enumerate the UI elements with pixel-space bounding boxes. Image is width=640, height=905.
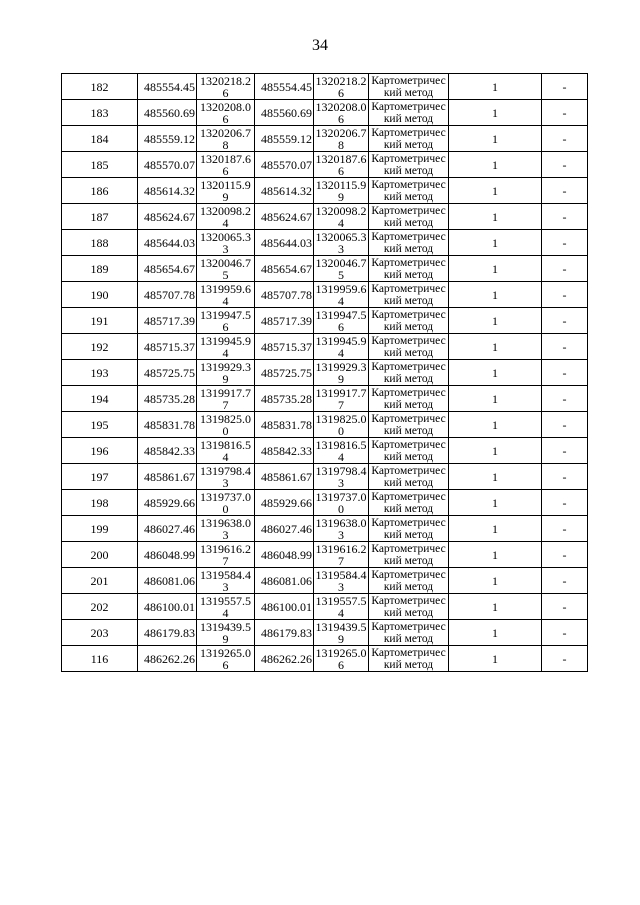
method-cell: Картометрический метод (369, 568, 449, 594)
accuracy-cell: 1 (449, 412, 542, 438)
y-new-cell: 1320115.99 (314, 178, 369, 204)
y-old-cell: 1320187.66 (197, 152, 255, 178)
accuracy-cell: 1 (449, 646, 542, 672)
method-cell: Картометрический метод (369, 256, 449, 282)
point-number-cell: 191 (62, 308, 138, 334)
y-new-cell: 1320065.33 (315, 229, 367, 256)
note-cell: - (542, 542, 588, 568)
x-old-cell: 485842.33 (138, 438, 197, 464)
method-cell: Картометрический метод (369, 438, 449, 464)
table-row (62, 256, 588, 282)
point-number-cell: 183 (62, 100, 138, 126)
y-old-cell: 1319265.06 (197, 646, 255, 672)
point-number-cell: 203 (62, 620, 138, 646)
table-row (62, 74, 588, 100)
x-new-cell: 485654.67 (255, 256, 314, 282)
y-new-cell: 1319557.54 (315, 593, 367, 620)
x-old-cell: 486262.26 (138, 646, 197, 672)
y-new-cell: 1319439.59 (315, 619, 367, 646)
x-old-cell: 485570.07 (138, 152, 197, 178)
y-old-cell: 1319616.27 (197, 542, 255, 568)
x-new-cell: 486100.01 (255, 594, 314, 620)
y-new-cell: 1319825.00 (315, 411, 367, 438)
point-number-cell: 194 (62, 386, 138, 412)
x-new-cell: 485929.66 (255, 490, 314, 516)
y-new-cell: 1319616.27 (315, 541, 367, 568)
y-old-cell: 1319947.56 (197, 308, 255, 334)
method-cell: Картометрический метод (369, 594, 449, 620)
point-number-cell: 202 (62, 594, 138, 620)
table-row (62, 126, 588, 152)
table-row (62, 308, 588, 334)
note-cell: - (542, 568, 588, 594)
table-row (62, 282, 588, 308)
note-cell: - (542, 100, 588, 126)
note-cell: - (542, 386, 588, 412)
accuracy-cell: 1 (449, 126, 542, 152)
x-old-cell: 485560.69 (138, 100, 197, 126)
y-new-cell: 1320208.06 (315, 99, 367, 126)
method-cell: Картометрический метод (369, 230, 449, 256)
y-new-cell: 1319945.94 (315, 333, 367, 360)
note-cell: - (542, 256, 588, 282)
page-number: 34 (312, 37, 328, 54)
y-old-cell: 1319929.39 (197, 360, 255, 386)
y-new-cell: 1319584.43 (315, 567, 367, 594)
x-old-cell: 485929.66 (138, 490, 197, 516)
table-row (62, 646, 588, 672)
accuracy-cell: 1 (449, 360, 542, 386)
point-number-cell: 200 (62, 542, 138, 568)
x-new-cell: 485861.67 (255, 464, 314, 490)
x-new-cell: 485644.03 (255, 230, 314, 256)
accuracy-cell: 1 (449, 594, 542, 620)
note-cell: - (542, 230, 588, 256)
accuracy-cell: 1 (449, 204, 542, 230)
accuracy-cell: 1 (449, 282, 542, 308)
x-old-cell: 486179.83 (138, 620, 197, 646)
x-old-cell: 485715.37 (138, 334, 197, 360)
note-cell: - (542, 646, 588, 672)
x-new-cell: 485560.69 (255, 100, 314, 126)
accuracy-cell: 1 (449, 516, 542, 542)
x-new-cell: 486262.26 (255, 646, 314, 672)
method-cell: Картометрический метод (369, 386, 449, 412)
y-old-cell: 1320065.33 (197, 230, 255, 256)
point-number-cell: 182 (62, 74, 138, 100)
accuracy-cell: 1 (449, 568, 542, 594)
y-new-cell: 1319917.77 (315, 385, 367, 412)
table-row (62, 464, 588, 490)
table-row (62, 100, 588, 126)
x-new-cell: 485735.28 (255, 386, 314, 412)
method-cell: Картометрический метод (369, 490, 449, 516)
note-cell: - (542, 282, 588, 308)
y-new-cell: 1320098.24 (315, 203, 367, 230)
point-number-cell: 196 (62, 438, 138, 464)
y-old-cell: 1319737.00 (197, 490, 255, 516)
table-row (62, 568, 588, 594)
method-cell: Картометрический метод (369, 100, 449, 126)
x-new-cell: 485717.39 (255, 308, 314, 334)
method-cell: Картометрический метод (369, 178, 449, 204)
y-new-cell: 1320218.26 (315, 73, 367, 100)
x-new-cell: 485624.67 (255, 204, 314, 230)
y-new-cell: 1319798.43 (315, 463, 367, 490)
table-row (62, 412, 588, 438)
note-cell: - (542, 178, 588, 204)
x-old-cell: 485554.45 (138, 74, 197, 100)
note-cell: - (542, 126, 588, 152)
x-old-cell: 486027.46 (138, 516, 197, 542)
y-old-cell: 1319917.77 (197, 386, 255, 412)
coordinates-table (61, 73, 588, 672)
method-cell: Картометрический метод (369, 620, 449, 646)
point-number-cell: 199 (62, 516, 138, 542)
note-cell: - (542, 490, 588, 516)
table-row (62, 152, 588, 178)
x-new-cell: 485570.07 (255, 152, 314, 178)
point-number-cell: 192 (62, 334, 138, 360)
x-old-cell: 486100.01 (138, 594, 197, 620)
x-old-cell: 485831.78 (138, 412, 197, 438)
method-cell: Картометрический метод (369, 126, 449, 152)
point-number-cell: 185 (62, 152, 138, 178)
method-cell: Картометрический метод (369, 360, 449, 386)
accuracy-cell: 1 (449, 620, 542, 646)
y-old-cell: 1320218.26 (197, 74, 255, 100)
note-cell: - (542, 204, 588, 230)
y-old-cell: 1319439.59 (197, 620, 255, 646)
table-row (62, 516, 588, 542)
point-number-cell: 187 (62, 204, 138, 230)
x-old-cell: 485614.32 (138, 178, 197, 204)
accuracy-cell: 1 (449, 438, 542, 464)
x-old-cell: 485861.67 (138, 464, 197, 490)
y-old-cell: 1319959.64 (197, 282, 255, 308)
y-new-cell: 1319638.03 (315, 515, 367, 542)
x-old-cell: 485725.75 (138, 360, 197, 386)
method-cell: Картометрический метод (369, 334, 449, 360)
x-old-cell: 485707.78 (138, 282, 197, 308)
note-cell: - (542, 360, 588, 386)
x-old-cell: 485654.67 (138, 256, 197, 282)
table-row (62, 334, 588, 360)
table-row (62, 230, 588, 256)
note-cell: - (542, 438, 588, 464)
point-number-cell: 197 (62, 464, 138, 490)
note-cell: - (542, 594, 588, 620)
note-cell: - (542, 152, 588, 178)
y-old-cell: 1319945.94 (197, 334, 255, 360)
y-old-cell: 1319825.00 (197, 412, 255, 438)
y-old-cell: 1320206.78 (197, 126, 255, 152)
x-new-cell: 485614.32 (255, 178, 314, 204)
x-new-cell: 485715.37 (255, 334, 314, 360)
x-new-cell: 485842.33 (255, 438, 314, 464)
coordinates-table-body (62, 74, 588, 672)
x-old-cell: 486081.06 (138, 568, 197, 594)
note-cell: - (542, 74, 588, 100)
y-old-cell: 1320046.75 (197, 256, 255, 282)
table-row (62, 386, 588, 412)
method-cell: Картометрический метод (369, 516, 449, 542)
note-cell: - (542, 516, 588, 542)
x-new-cell: 486081.06 (255, 568, 314, 594)
x-new-cell: 485559.12 (255, 126, 314, 152)
x-new-cell: 485707.78 (255, 282, 314, 308)
point-number-cell: 184 (62, 126, 138, 152)
table-row (62, 620, 588, 646)
x-old-cell: 485559.12 (138, 126, 197, 152)
y-old-cell: 1319638.03 (197, 516, 255, 542)
accuracy-cell: 1 (449, 334, 542, 360)
x-old-cell: 485644.03 (138, 230, 197, 256)
table-row (62, 542, 588, 568)
y-old-cell: 1319798.43 (197, 464, 255, 490)
table-row (62, 360, 588, 386)
method-cell: Картометрический метод (369, 412, 449, 438)
y-new-cell: 1319737.00 (315, 489, 367, 516)
x-new-cell: 485831.78 (255, 412, 314, 438)
method-cell: Картометрический метод (369, 308, 449, 334)
y-new-cell: 1319265.06 (315, 645, 367, 672)
accuracy-cell: 1 (449, 490, 542, 516)
x-new-cell: 486179.83 (255, 620, 314, 646)
note-cell: - (542, 620, 588, 646)
accuracy-cell: 1 (449, 178, 542, 204)
x-old-cell: 485717.39 (138, 308, 197, 334)
note-cell: - (542, 412, 588, 438)
method-cell: Картометрический метод (369, 152, 449, 178)
table-row (62, 438, 588, 464)
y-old-cell: 1320208.06 (197, 100, 255, 126)
y-new-cell: 1320046.75 (315, 255, 367, 282)
table-row (62, 178, 588, 204)
x-new-cell: 486027.46 (255, 516, 314, 542)
table-row (62, 204, 588, 230)
accuracy-cell: 1 (449, 256, 542, 282)
method-cell: Картометрический метод (369, 74, 449, 100)
table-row (62, 594, 588, 620)
method-cell: Картометрический метод (369, 464, 449, 490)
y-old-cell: 1319816.54 (197, 438, 255, 464)
y-old-cell: 1319557.54 (197, 594, 255, 620)
y-new-cell: 1319929.39 (315, 359, 367, 386)
table-row (62, 490, 588, 516)
accuracy-cell: 1 (449, 100, 542, 126)
y-new-cell: 1319816.54 (315, 437, 367, 464)
point-number-cell: 189 (62, 256, 138, 282)
point-number-cell: 201 (62, 568, 138, 594)
point-number-cell: 186 (62, 178, 138, 204)
note-cell: - (542, 334, 588, 360)
accuracy-cell: 1 (449, 230, 542, 256)
point-number-cell: 195 (62, 412, 138, 438)
x-old-cell: 485624.67 (138, 204, 197, 230)
note-cell: - (542, 308, 588, 334)
accuracy-cell: 1 (449, 152, 542, 178)
x-old-cell: 485735.28 (138, 386, 197, 412)
x-new-cell: 485554.45 (255, 74, 314, 100)
accuracy-cell: 1 (449, 308, 542, 334)
y-old-cell: 1320098.24 (197, 204, 255, 230)
point-number-cell: 193 (62, 360, 138, 386)
accuracy-cell: 1 (449, 386, 542, 412)
method-cell: Картометрический метод (369, 204, 449, 230)
accuracy-cell: 1 (449, 542, 542, 568)
note-cell: - (542, 464, 588, 490)
y-new-cell: 1320187.66 (315, 151, 367, 178)
y-old-cell: 1319584.43 (197, 568, 255, 594)
y-new-cell: 1319947.56 (315, 307, 367, 334)
point-number-cell: 198 (62, 490, 138, 516)
y-new-cell: 1320206.78 (315, 125, 367, 152)
x-new-cell: 485725.75 (255, 360, 314, 386)
point-number-cell: 188 (62, 230, 138, 256)
accuracy-cell: 1 (449, 464, 542, 490)
y-old-cell: 1320115.99 (197, 178, 255, 204)
x-old-cell: 486048.99 (138, 542, 197, 568)
accuracy-cell: 1 (449, 74, 542, 100)
x-new-cell: 486048.99 (255, 542, 314, 568)
point-number-cell: 116 (62, 646, 138, 672)
method-cell: Картометрический метод (369, 282, 449, 308)
method-cell: Картометрический метод (369, 646, 449, 672)
method-cell: Картометрический метод (369, 542, 449, 568)
y-new-cell: 1319959.64 (315, 281, 367, 308)
point-number-cell: 190 (62, 282, 138, 308)
